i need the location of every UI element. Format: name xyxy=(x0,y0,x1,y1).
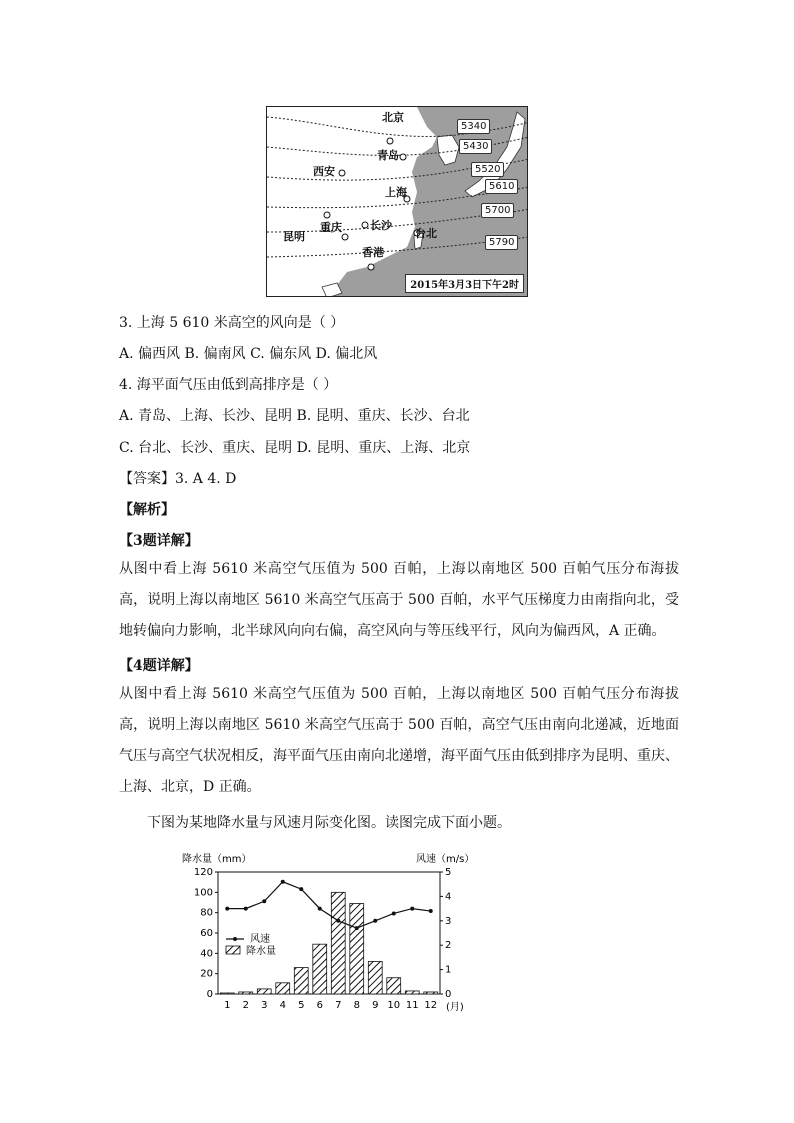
y-tick-label: 60 xyxy=(200,928,213,939)
precip-bar xyxy=(239,992,253,994)
map-caption: 2015年3月3日下午2时 xyxy=(405,274,524,293)
y2-tick-label: 3 xyxy=(445,915,452,927)
precip-bar xyxy=(294,968,308,994)
x-tick-label: 6 xyxy=(316,1000,323,1011)
city-label-taibei: 台北 xyxy=(415,227,437,240)
x-tick-label: 1 xyxy=(224,1000,231,1011)
precip-bar xyxy=(405,991,419,994)
city-label-chongqing: 重庆 xyxy=(320,221,342,234)
legend-precip-swatch xyxy=(226,946,240,954)
y2-tick-label: 4 xyxy=(445,891,452,903)
x-tick-label: 4 xyxy=(279,1000,286,1011)
wind-point xyxy=(318,907,322,911)
precip-bar xyxy=(257,989,271,994)
y-tick-label: 100 xyxy=(193,887,213,899)
wind-point xyxy=(336,919,340,923)
y-tick-label: 120 xyxy=(193,867,213,878)
precip-bar xyxy=(313,944,327,994)
y2-tick-label: 2 xyxy=(445,940,452,952)
isoline-label-5520: 5520 xyxy=(471,162,504,177)
analysis-label: 【解析】 xyxy=(119,502,175,518)
x-tick-label: 5 xyxy=(298,1000,305,1011)
answer-line: 【答案】3. A 4. D xyxy=(119,471,237,487)
precip-bar xyxy=(387,978,401,994)
detail-4-heading: 【4题详解】 xyxy=(119,658,199,674)
x-axis-unit: (月) xyxy=(446,1002,464,1013)
wind-point xyxy=(262,899,266,903)
x-tick-label: 7 xyxy=(335,1000,342,1011)
wind-point xyxy=(392,911,396,915)
precip-bar xyxy=(368,961,382,994)
x-tick-label: 12 xyxy=(424,1000,438,1011)
city-label-qingdao: 青岛 xyxy=(377,149,399,162)
question-3-options: A. 偏西风 B. 偏南风 C. 偏东风 D. 偏北风 xyxy=(119,346,378,362)
y-axis-title: 降水量（mm） xyxy=(182,854,252,865)
wind-point xyxy=(244,907,248,911)
city-label-kunming: 昆明 xyxy=(283,230,305,243)
detail-3-text: 从图中看上海 5610 米高空气压值为 500 百帕，上海以南地区 500 百帕气压分布海拔高，说明上海以南地区 5610 米高空气压高于 500 百帕，水平气压梯度力由南指向北，受地转偏向力影响，北半球风向向右偏，高空风向与等压线平行，风向为偏西风，A 正确。 xyxy=(119,561,679,639)
isoline-label-5610: 5610 xyxy=(485,179,518,194)
map-drawing xyxy=(267,107,528,297)
question-4-stem: 4. 海平面气压由低到高排序是（ ） xyxy=(119,377,338,393)
y-tick-label: 40 xyxy=(200,948,213,960)
legend-precip-label: 降水量 xyxy=(246,946,276,957)
precip-bar xyxy=(424,992,438,994)
x-tick-label: 11 xyxy=(405,1000,419,1011)
isoline-label-5790: 5790 xyxy=(485,235,518,250)
wind-line xyxy=(227,882,431,928)
precip-bar xyxy=(220,993,234,994)
precip-bar xyxy=(276,983,290,994)
isoline-label-5340: 5340 xyxy=(457,119,490,134)
city-label-shanghai: 上海 xyxy=(385,186,407,199)
chart-svg xyxy=(180,850,480,1015)
city-label-xian: 西安 xyxy=(313,165,335,178)
wind-point xyxy=(299,887,303,891)
city-label-beijing: 北京 xyxy=(382,111,404,124)
wind-point xyxy=(225,907,229,911)
x-tick-label: 9 xyxy=(372,1000,379,1011)
x-tick-label: 10 xyxy=(387,1000,401,1011)
y2-tick-label: 5 xyxy=(445,867,452,878)
detail-4-text: 从图中看上海 5610 米高空气压值为 500 百帕，上海以南地区 500 百帕气压分布海拔高，说明上海以南地区 5610 米高空气压高于 500 百帕，高空气压由南向北递减，近地面气压与高空气状况相反，海平面气压由南向北递增，海平面气压由低到排序为昆明、重庆、上海、北京，D 正确。 xyxy=(119,686,679,795)
precip-wind-chart xyxy=(180,850,480,1015)
question-3-stem: 3. 上海 5 610 米高空的风向是（ ） xyxy=(119,315,345,331)
x-tick-label: 2 xyxy=(242,1000,249,1011)
wind-point xyxy=(373,919,377,923)
city-label-changsha: 长沙 xyxy=(370,219,392,232)
x-tick-label: 8 xyxy=(353,1000,360,1011)
legend-wind-marker xyxy=(233,937,237,941)
y-tick-label: 20 xyxy=(200,968,213,980)
wind-point xyxy=(410,907,414,911)
y2-tick-label: 1 xyxy=(445,964,452,976)
wind-point xyxy=(429,909,433,913)
precip-bar xyxy=(331,892,345,994)
legend-wind-label: 风速 xyxy=(250,934,270,945)
plot-frame xyxy=(218,872,440,994)
precip-bar xyxy=(350,904,364,994)
city-label-hongkong: 香港 xyxy=(362,246,384,259)
y2-axis-title: 风速（m/s） xyxy=(416,854,475,865)
wind-point xyxy=(281,880,285,884)
y-tick-label: 80 xyxy=(200,907,213,919)
wind-point xyxy=(355,926,359,930)
y-tick-label: 0 xyxy=(206,989,213,1000)
x-tick-label: 3 xyxy=(261,1000,268,1011)
detail-3-heading: 【3题详解】 xyxy=(119,533,199,549)
question-4-options-cd: C. 台北、长沙、重庆、昆明 D. 昆明、重庆、上海、北京 xyxy=(119,440,471,456)
question-4-options-ab: A. 青岛、上海、长沙、昆明 B. 昆明、重庆、长沙、台北 xyxy=(119,408,470,424)
chart-intro: 下图为某地降水量与风速月际变化图。读图完成下面小题。 xyxy=(147,815,511,831)
isoline-label-5430: 5430 xyxy=(459,139,492,154)
weather-map xyxy=(266,106,528,297)
y2-tick-label: 0 xyxy=(445,989,452,1000)
isoline-label-5700: 5700 xyxy=(481,203,514,218)
